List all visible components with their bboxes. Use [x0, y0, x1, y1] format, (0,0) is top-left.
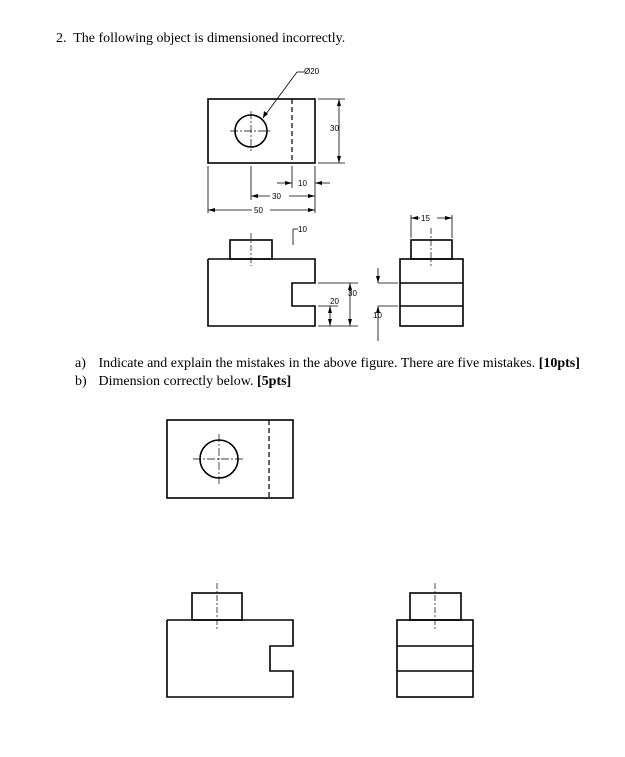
- part-b-label: b): [75, 374, 87, 389]
- dim-front-30: 30: [348, 289, 357, 298]
- dim-side-15: 15: [421, 214, 430, 223]
- dim-height-30: 30: [330, 124, 339, 133]
- top-view-blank: [167, 420, 293, 498]
- part-b: [75, 374, 291, 390]
- question-number: 2.: [56, 31, 67, 46]
- question-text: The following object is dimensioned incorrectly.: [73, 31, 346, 46]
- front-view-blank: [167, 583, 293, 697]
- dim-side-10: 10: [373, 311, 382, 320]
- side-view-blank: [397, 583, 473, 697]
- dimension-arrowheads: [208, 99, 452, 326]
- part-a-text: Indicate and explain the mistakes in the above figure. There are five mistakes.: [98, 356, 536, 371]
- part-a-label: a): [75, 356, 86, 371]
- side-view-upper: [400, 228, 463, 326]
- part-b-points: [5pts]: [257, 374, 292, 389]
- dim-width-30: 30: [272, 192, 281, 201]
- part-b-text: Dimension correctly below.: [98, 374, 254, 389]
- dim-front-20: 20: [330, 297, 339, 306]
- dim-diameter-20: Ø20: [304, 67, 320, 76]
- part-a-points: [10pts]: [538, 356, 580, 371]
- dim-front-10: 10: [298, 225, 307, 234]
- top-view-upper: [208, 99, 315, 163]
- dim-width-10: 10: [298, 179, 307, 188]
- dim-width-50: 50: [254, 206, 263, 215]
- front-view-upper: [208, 233, 315, 326]
- dimension-texts: [254, 67, 430, 320]
- part-a: [75, 356, 580, 372]
